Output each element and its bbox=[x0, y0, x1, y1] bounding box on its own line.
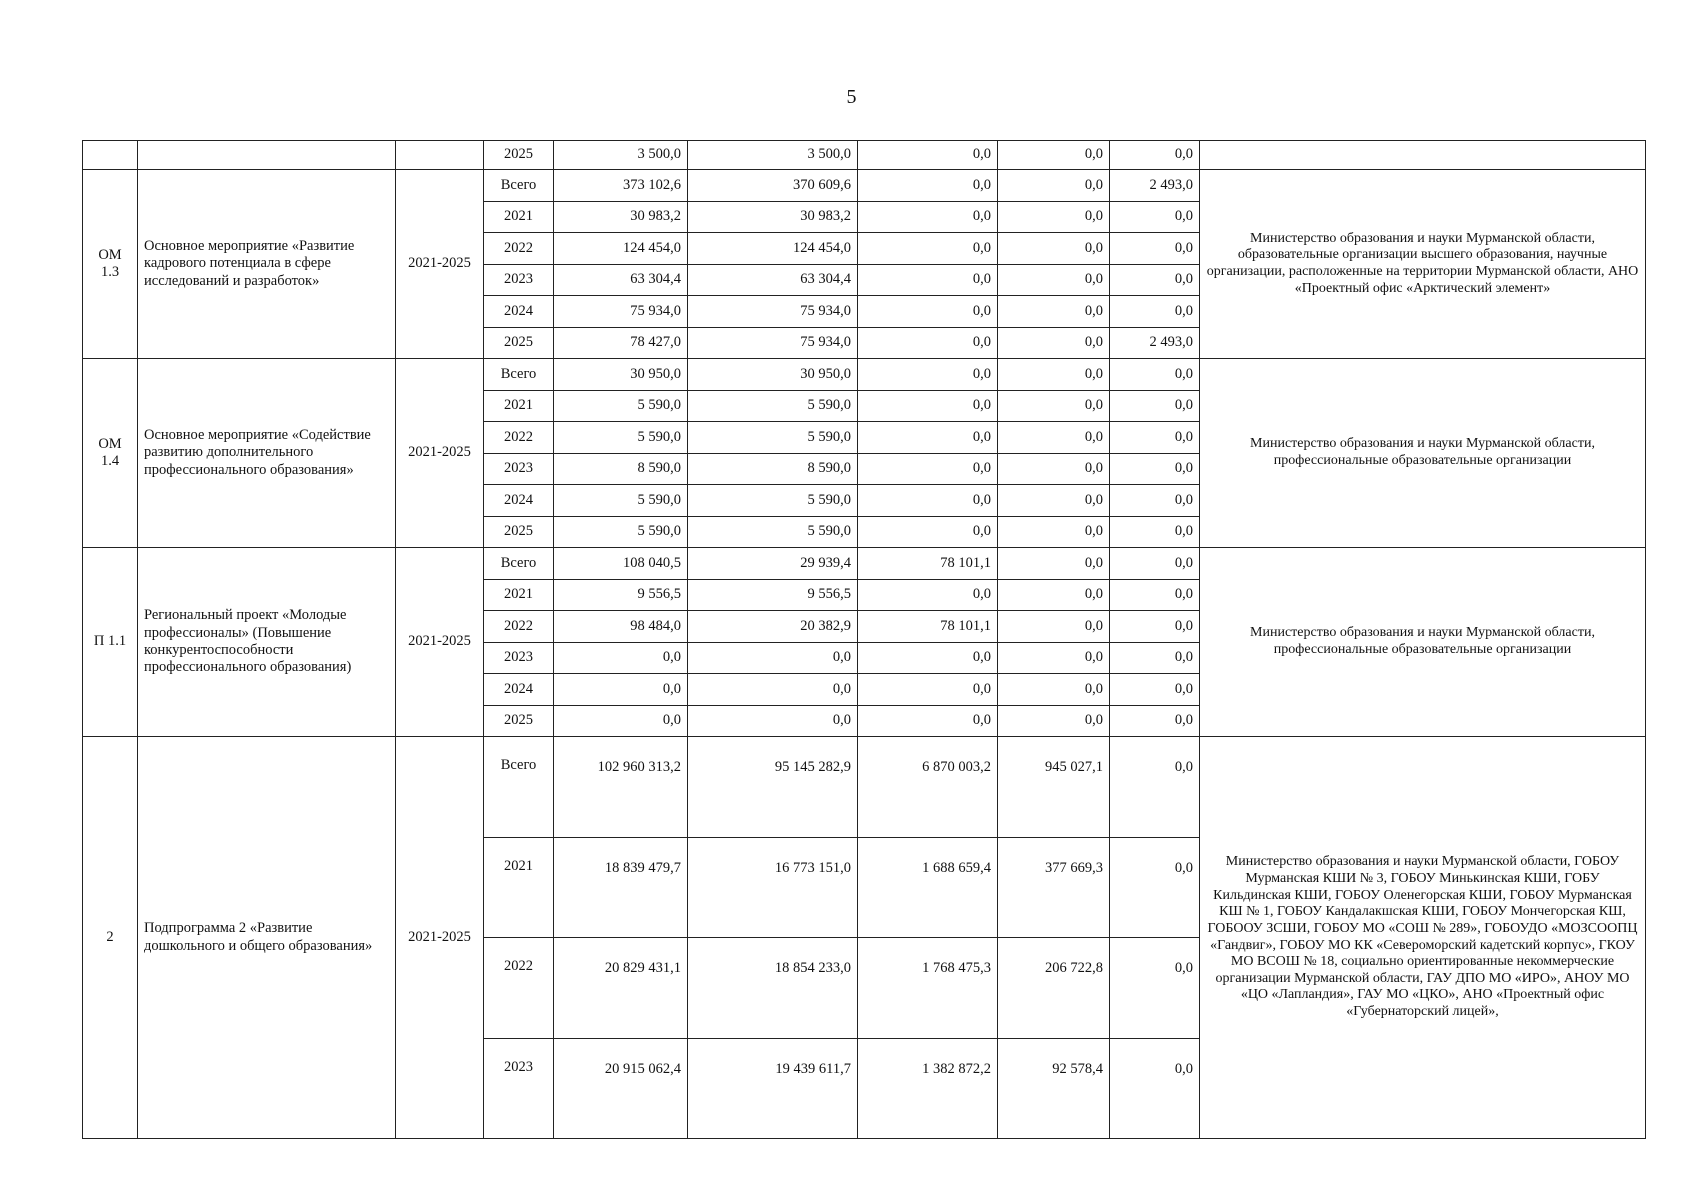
value-cell: 6 870 003,2 bbox=[858, 737, 998, 838]
value-cell: 0,0 bbox=[1110, 548, 1200, 580]
item-name: Основное мероприятие «Содействие развитию дополнительного профессионального образования» bbox=[138, 359, 396, 548]
value-cell: 0,0 bbox=[858, 359, 998, 391]
value-cell: 0,0 bbox=[688, 705, 858, 737]
year-cell: Всего bbox=[484, 737, 554, 838]
value-cell: 0,0 bbox=[554, 705, 688, 737]
value-cell: 18 854 233,0 bbox=[688, 938, 858, 1039]
table-row bbox=[83, 548, 1646, 580]
value-cell: 29 939,4 bbox=[688, 548, 858, 580]
value-cell: 0,0 bbox=[998, 516, 1110, 548]
year-cell: 2021 bbox=[484, 390, 554, 422]
value-cell: 0,0 bbox=[1110, 141, 1200, 170]
value-cell: 0,0 bbox=[1110, 938, 1200, 1039]
item-period: 2021-2025 bbox=[396, 737, 484, 1139]
blank-cell bbox=[396, 141, 484, 170]
value-cell: 5 590,0 bbox=[554, 390, 688, 422]
value-cell: 95 145 282,9 bbox=[688, 737, 858, 838]
blank-cell bbox=[138, 141, 396, 170]
value-cell: 9 556,5 bbox=[554, 579, 688, 611]
value-cell: 78 427,0 bbox=[554, 327, 688, 359]
value-cell: 0,0 bbox=[688, 642, 858, 674]
value-cell: 3 500,0 bbox=[554, 141, 688, 170]
year-cell: 2023 bbox=[484, 264, 554, 296]
value-cell: 0,0 bbox=[998, 359, 1110, 391]
value-cell: 0,0 bbox=[998, 485, 1110, 517]
continuation-row bbox=[83, 141, 1646, 170]
value-cell: 18 839 479,7 bbox=[554, 837, 688, 938]
value-cell: 1 382 872,2 bbox=[858, 1038, 998, 1139]
value-cell: 8 590,0 bbox=[688, 453, 858, 485]
value-cell: 20 915 062,4 bbox=[554, 1038, 688, 1139]
item-period: 2021-2025 bbox=[396, 359, 484, 548]
value-cell: 0,0 bbox=[1110, 296, 1200, 328]
table-row bbox=[83, 170, 1646, 202]
value-cell: 63 304,4 bbox=[554, 264, 688, 296]
value-cell: 0,0 bbox=[1110, 390, 1200, 422]
value-cell: 377 669,3 bbox=[998, 837, 1110, 938]
value-cell: 0,0 bbox=[998, 296, 1110, 328]
year-cell: 2022 bbox=[484, 938, 554, 1039]
item-executor: Министерство образования и науки Мурманской области, ГОБОУ Мурманская КШИ № 3, ГОБОУ Минькинская КШИ, ГОБУ Кильдинская КШИ, ГОБОУ Оленегорская КШИ, ГОБОУ Мурманская КШ № 1, ГОБОУ Кандалакшская КШИ, ГОБОУ Мончегорская КШ, ГОБООУ ЗСШИ, ГОБОУ МО «СОШ № 289», ГОБОУДО «МОЗСООПЦ «Гандвиг», ГОБОУ МО КК «Североморский кадетский корпус», ГКОУ МО ВСОШ № 18, социально ориентированные некоммерческие организации Мурманской области, ГАУ ДПО МО «ИРО», АНОУ МО «ЦО «Лапландия», ГАУ МО «ЦКО», АНО «Проектный офис «Губернаторский лицей», bbox=[1200, 737, 1646, 1139]
year-cell: 2024 bbox=[484, 485, 554, 517]
item-executor: Министерство образования и науки Мурманской области, профессиональные образовательные организации bbox=[1200, 548, 1646, 737]
item-name: Подпрограмма 2 «Развитие дошкольного и общего образования» bbox=[138, 737, 396, 1139]
item-code: ОМ 1.3 bbox=[83, 170, 138, 359]
value-cell: 16 773 151,0 bbox=[688, 837, 858, 938]
table-row bbox=[83, 737, 1646, 838]
year-cell: 2022 bbox=[484, 422, 554, 454]
year-cell: 2022 bbox=[484, 233, 554, 265]
value-cell: 30 950,0 bbox=[688, 359, 858, 391]
value-cell: 945 027,1 bbox=[998, 737, 1110, 838]
value-cell: 124 454,0 bbox=[688, 233, 858, 265]
value-cell: 5 590,0 bbox=[688, 422, 858, 454]
value-cell: 2 493,0 bbox=[1110, 170, 1200, 202]
value-cell: 0,0 bbox=[1110, 579, 1200, 611]
value-cell: 0,0 bbox=[1110, 837, 1200, 938]
year-cell: 2025 bbox=[484, 327, 554, 359]
value-cell: 0,0 bbox=[998, 548, 1110, 580]
value-cell: 20 829 431,1 bbox=[554, 938, 688, 1039]
year-cell: 2023 bbox=[484, 453, 554, 485]
value-cell: 0,0 bbox=[858, 674, 998, 706]
value-cell: 30 983,2 bbox=[554, 201, 688, 233]
value-cell: 0,0 bbox=[998, 170, 1110, 202]
value-cell: 78 101,1 bbox=[858, 548, 998, 580]
value-cell: 78 101,1 bbox=[858, 611, 998, 643]
value-cell: 0,0 bbox=[1110, 201, 1200, 233]
item-code: ОМ 1.4 bbox=[83, 359, 138, 548]
item-code: П 1.1 bbox=[83, 548, 138, 737]
year-cell: Всего bbox=[484, 548, 554, 580]
value-cell: 30 983,2 bbox=[688, 201, 858, 233]
value-cell: 0,0 bbox=[1110, 453, 1200, 485]
value-cell: 8 590,0 bbox=[554, 453, 688, 485]
value-cell: 75 934,0 bbox=[688, 296, 858, 328]
value-cell: 373 102,6 bbox=[554, 170, 688, 202]
value-cell: 0,0 bbox=[1110, 642, 1200, 674]
budget-table bbox=[82, 140, 1646, 1139]
year-cell: Всего bbox=[484, 359, 554, 391]
value-cell: 75 934,0 bbox=[554, 296, 688, 328]
year-cell: 2025 bbox=[484, 516, 554, 548]
value-cell: 5 590,0 bbox=[554, 516, 688, 548]
value-cell: 5 590,0 bbox=[554, 422, 688, 454]
year-cell: 2024 bbox=[484, 674, 554, 706]
value-cell: 5 590,0 bbox=[688, 516, 858, 548]
value-cell: 63 304,4 bbox=[688, 264, 858, 296]
value-cell: 0,0 bbox=[858, 296, 998, 328]
value-cell: 0,0 bbox=[858, 485, 998, 517]
year-cell: 2022 bbox=[484, 611, 554, 643]
year-cell: 2023 bbox=[484, 1038, 554, 1139]
value-cell: 75 934,0 bbox=[688, 327, 858, 359]
value-cell: 0,0 bbox=[1110, 422, 1200, 454]
value-cell: 0,0 bbox=[1110, 1038, 1200, 1139]
item-executor: Министерство образования и науки Мурманской области, профессиональные образовательные организации bbox=[1200, 359, 1646, 548]
value-cell: 1 768 475,3 bbox=[858, 938, 998, 1039]
item-name: Региональный проект «Молодые профессионалы» (Повышение конкурентоспособности профессионального образования) bbox=[138, 548, 396, 737]
value-cell: 0,0 bbox=[858, 705, 998, 737]
value-cell: 0,0 bbox=[858, 390, 998, 422]
item-code: 2 bbox=[83, 737, 138, 1139]
value-cell: 0,0 bbox=[688, 674, 858, 706]
value-cell: 0,0 bbox=[1110, 611, 1200, 643]
value-cell: 0,0 bbox=[998, 327, 1110, 359]
value-cell: 0,0 bbox=[858, 453, 998, 485]
value-cell: 92 578,4 bbox=[998, 1038, 1110, 1139]
value-cell: 30 950,0 bbox=[554, 359, 688, 391]
value-cell: 0,0 bbox=[858, 579, 998, 611]
year-cell: 2021 bbox=[484, 837, 554, 938]
value-cell: 20 382,9 bbox=[688, 611, 858, 643]
value-cell: 3 500,0 bbox=[688, 141, 858, 170]
value-cell: 0,0 bbox=[998, 422, 1110, 454]
value-cell: 0,0 bbox=[858, 642, 998, 674]
year-cell: 2021 bbox=[484, 579, 554, 611]
value-cell: 0,0 bbox=[998, 264, 1110, 296]
value-cell: 19 439 611,7 bbox=[688, 1038, 858, 1139]
value-cell: 5 590,0 bbox=[554, 485, 688, 517]
year-cell: Всего bbox=[484, 170, 554, 202]
value-cell: 0,0 bbox=[1110, 233, 1200, 265]
value-cell: 9 556,5 bbox=[688, 579, 858, 611]
year-cell: 2024 bbox=[484, 296, 554, 328]
value-cell: 0,0 bbox=[554, 674, 688, 706]
value-cell: 0,0 bbox=[1110, 674, 1200, 706]
value-cell: 0,0 bbox=[998, 611, 1110, 643]
value-cell: 0,0 bbox=[858, 264, 998, 296]
value-cell: 0,0 bbox=[1110, 485, 1200, 517]
value-cell: 0,0 bbox=[1110, 264, 1200, 296]
value-cell: 0,0 bbox=[554, 642, 688, 674]
blank-cell bbox=[1200, 141, 1646, 170]
value-cell: 0,0 bbox=[858, 327, 998, 359]
value-cell: 0,0 bbox=[1110, 516, 1200, 548]
value-cell: 0,0 bbox=[998, 579, 1110, 611]
value-cell: 370 609,6 bbox=[688, 170, 858, 202]
table-row bbox=[83, 359, 1646, 391]
item-period: 2021-2025 bbox=[396, 170, 484, 359]
value-cell: 5 590,0 bbox=[688, 485, 858, 517]
value-cell: 0,0 bbox=[858, 201, 998, 233]
value-cell: 0,0 bbox=[998, 705, 1110, 737]
blank-cell bbox=[83, 141, 138, 170]
value-cell: 124 454,0 bbox=[554, 233, 688, 265]
value-cell: 0,0 bbox=[998, 642, 1110, 674]
page-number: 5 bbox=[846, 86, 857, 108]
value-cell: 0,0 bbox=[858, 516, 998, 548]
value-cell: 0,0 bbox=[858, 422, 998, 454]
value-cell: 5 590,0 bbox=[688, 390, 858, 422]
value-cell: 0,0 bbox=[998, 453, 1110, 485]
value-cell: 102 960 313,2 bbox=[554, 737, 688, 838]
year-cell: 2025 bbox=[484, 705, 554, 737]
value-cell: 0,0 bbox=[998, 233, 1110, 265]
value-cell: 206 722,8 bbox=[998, 938, 1110, 1039]
item-period: 2021-2025 bbox=[396, 548, 484, 737]
value-cell: 1 688 659,4 bbox=[858, 837, 998, 938]
item-name: Основное мероприятие «Развитие кадрового потенциала в сфере исследований и разработок» bbox=[138, 170, 396, 359]
value-cell: 0,0 bbox=[998, 674, 1110, 706]
value-cell: 108 040,5 bbox=[554, 548, 688, 580]
value-cell: 0,0 bbox=[1110, 705, 1200, 737]
year-cell: 2025 bbox=[484, 141, 554, 170]
value-cell: 0,0 bbox=[998, 390, 1110, 422]
value-cell: 0,0 bbox=[858, 233, 998, 265]
value-cell: 2 493,0 bbox=[1110, 327, 1200, 359]
value-cell: 0,0 bbox=[1110, 359, 1200, 391]
value-cell: 0,0 bbox=[998, 141, 1110, 170]
value-cell: 0,0 bbox=[858, 141, 998, 170]
value-cell: 0,0 bbox=[858, 170, 998, 202]
value-cell: 98 484,0 bbox=[554, 611, 688, 643]
year-cell: 2023 bbox=[484, 642, 554, 674]
item-executor: Министерство образования и науки Мурманской области, образовательные организации высшего образования, научные организации, расположенные на территории Мурманской области, АНО «Проектный офис «Арктический элемент» bbox=[1200, 170, 1646, 359]
value-cell: 0,0 bbox=[998, 201, 1110, 233]
value-cell: 0,0 bbox=[1110, 737, 1200, 838]
year-cell: 2021 bbox=[484, 201, 554, 233]
